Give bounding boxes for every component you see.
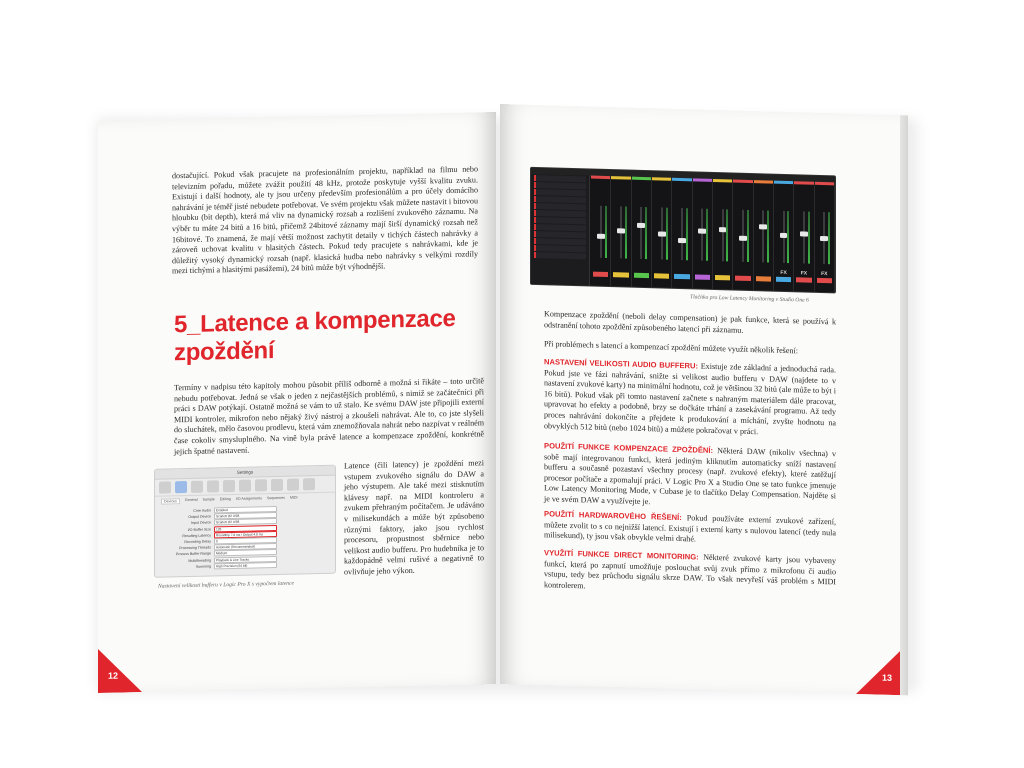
mixer-track-list: [531, 174, 590, 286]
automation-icon: [271, 479, 283, 491]
left-page: [98, 112, 496, 693]
settings-row-value: Playback & Live Tracks: [214, 556, 277, 563]
settings-tab: MIDI: [289, 495, 298, 500]
solution-heading: POUŽITÍ FUNKCE KOMPENZACE ZPOŽDĚNÍ:: [544, 441, 714, 455]
channel-fader: [722, 209, 724, 261]
channel-strip: [794, 181, 814, 292]
channel-label: [593, 272, 608, 277]
settings-rows: [155, 503, 335, 573]
page-corner-right: [856, 650, 900, 695]
fader-knob: [759, 224, 767, 229]
movie-icon: [255, 479, 267, 491]
fader-knob: [780, 233, 788, 238]
settings-tab: General: [184, 497, 198, 503]
right-page: [500, 104, 908, 695]
settings-row-label: Summing: [195, 564, 211, 569]
settings-row-label: Multithreading: [188, 558, 211, 563]
level-meter: [625, 206, 627, 258]
level-meter: [747, 210, 749, 262]
settings-window-title: Settings: [155, 466, 335, 480]
channel-strip: [754, 180, 774, 291]
resulting-latency-value: Roundtrip 7.8 ms / Output 4.8 ms: [214, 531, 277, 538]
channel-strip: [591, 176, 611, 287]
fader-knob: [597, 234, 605, 239]
level-meter: [666, 208, 668, 260]
channel-strip: [652, 177, 672, 288]
channel-color-cap: [591, 176, 610, 180]
settings-tab: I/O Assignments: [235, 496, 262, 501]
channel-label: [613, 272, 628, 277]
channel-strip: [733, 180, 753, 291]
chapter-title: 5_Latence a kompenzace zpoždění: [174, 304, 456, 367]
channel-strip: [693, 178, 713, 289]
fx-label: FX: [821, 270, 828, 278]
level-meter: [808, 212, 810, 264]
fader-knob: [800, 231, 808, 236]
settings-row-value: Automatic (Recommended): [214, 543, 277, 550]
channel-color-cap: [794, 181, 813, 185]
fader-knob: [617, 228, 625, 233]
score-icon: [239, 480, 251, 492]
channel-strip: [611, 176, 631, 287]
fader-knob: [678, 238, 686, 243]
display-icon: [223, 480, 235, 492]
channel-color-cap: [713, 179, 732, 183]
midi-icon: [207, 480, 219, 492]
solutions-intro-paragraph: Při problémech s latencí a kompenzací zpoždění můžete využít několik řešení:: [544, 339, 798, 356]
channel-label: [654, 273, 669, 278]
channel-strip: [672, 178, 692, 289]
channel-color-cap: [733, 180, 752, 184]
fader-knob: [719, 227, 727, 232]
settings-row-label: Input Device: [191, 520, 211, 526]
solution-text: Některá DAW (nikoliv všechna) v sobě mají integrovanou funkci, která jediným kliknutím automaticky sníží nastavení bufferu a současně pozastaví všechny procesy (např. zvukové efekty), které zatěžují procesor počítače a zpomalují práci. V Logic Pro X a Studio One se tato funkce jmenuje Low Latency Monitoring Mode, v Cubase je to tlačítko Delay Compensation. Najděte si je ve svém DAW a využívejte je.: [544, 446, 836, 507]
channel-fader: [640, 207, 642, 259]
channel-label: [674, 274, 689, 279]
fader-knob: [820, 236, 828, 241]
channel-color-cap: [774, 181, 793, 185]
level-meter: [828, 212, 830, 264]
channel-fader: [803, 211, 805, 263]
channel-label: [817, 278, 832, 283]
settings-row-label: Output Device: [188, 514, 211, 520]
channel-fader: [762, 210, 764, 262]
settings-tab: Sequences: [266, 495, 285, 501]
advanced-icon: [303, 478, 315, 490]
settings-row-value: 0: [214, 537, 277, 544]
delay-compensation-paragraph: Kompenzace zpoždění (neboli delay compensation) je pak funkce, která se používá k odstranění tohoto zpoždění způsobeného latencí při záznamu.: [544, 309, 836, 335]
control-surfaces-icon: [287, 478, 299, 490]
channel-color-cap: [632, 177, 651, 181]
page-number-right: 13: [881, 672, 892, 683]
level-meter: [605, 206, 607, 258]
general-icon: [159, 481, 171, 493]
settings-row-value: Medium: [214, 549, 277, 556]
settings-row-label: Processing Threads: [179, 545, 211, 551]
channel-strip: [774, 181, 794, 292]
fx-label: FX: [780, 269, 787, 277]
solution-delay-compensation: [544, 441, 836, 513]
level-meter: [706, 209, 708, 261]
solution-direct-monitoring: [544, 548, 836, 599]
settings-row-value: Scarlett 2i2 USB: [214, 518, 277, 525]
level-meter: [767, 210, 769, 262]
channel-strip: [815, 182, 835, 293]
channel-strip: [632, 177, 652, 288]
settings-tab: Editing: [219, 497, 231, 502]
settings-tab: Devices: [161, 498, 180, 504]
settings-row-label: Process Buffer Range: [175, 551, 211, 557]
solution-heading: NASTAVENÍ VELIKOSTI AUDIO BUFFERU:: [544, 357, 699, 371]
mixer-caption: Tlačítko pro Low Latency Monitoring v Studio One 6: [690, 294, 809, 304]
channel-color-cap: [611, 176, 630, 180]
intro-paragraph: dostačující. Pokud však pracujete na profesionálním projektu, například na filmu nebo televizním pořadu, můžete zvážit použití 48 kHz, protože poskytuje vyšší kvalitu zvuku. Existují i další hodnoty, ale ty jsou určeny především profesionálům a pro účely domácího nahrávání je téměř jisté nebudete potřebovat. Ve svém projektu však můžete nastavit i bitovou hloubku (bit depth), která má vliv na dynamický rozsah a rozlišení zvukového záznamu. Na výběr tu máte 24 bitů a 16 bitů, přičemž 24bitové záznamy mají širší dynamický rozsah než 16bitové. To znamená, že mají větší možnost zachytit detaily v tichých částech nahrávky a zároveň uchovat kvalitu v hlasitých částech. Pokud tedy pracujete s nahrávkami, kde je důležitý vysoký dynamický rozsah (např. klasická hudba nebo nahrávky s velkými rozdíly mezi tichými a hlasitými pasážemi), 24 bitů může být výhodnější.: [172, 164, 478, 276]
settings-row-label: Resulting Latency: [182, 533, 211, 538]
level-meter: [726, 209, 728, 261]
mixer-track-item: [534, 252, 586, 259]
channel-label: [776, 277, 791, 282]
mixer-channel-strips: [591, 176, 835, 293]
settings-row-value: High Precision (64 bit): [214, 562, 277, 569]
solution-heading: VYUŽITÍ FUNKCE DIRECT MONITORING:: [544, 548, 699, 562]
channel-fader: [701, 209, 703, 261]
fader-knob: [637, 223, 645, 228]
settings-caption: Nastavení velikosti bufferu v Logic Pro X s vypočtem latence: [158, 580, 295, 590]
settings-tab: Sample: [202, 497, 215, 502]
recording-icon: [191, 481, 203, 493]
fader-knob: [698, 229, 706, 234]
level-meter: [787, 211, 789, 263]
channel-color-cap: [652, 177, 671, 181]
settings-row-value: Enabled: [214, 506, 277, 513]
solution-text: Některé zvukové karty jsou vybaveny funkcí, která po zapnutí umožňuje poslouchat svůj zvuk přímo z mikrofonu či audio vstupu, tedy bez průchodu signálu skrze DAW. To však nevyřeší váš problém s MIDI kontrolerem.: [544, 552, 836, 591]
channel-label: [715, 275, 730, 280]
settings-row-label: Recording Delay: [184, 539, 211, 545]
channel-label: [735, 276, 750, 281]
fader-knob: [739, 236, 747, 241]
channel-label: [695, 274, 710, 279]
chapter-intro-paragraph: Termíny v nadpisu této kapitoly mohou působit příliš odborně a možná si řikáte – toto určitě nebudu potřebovat. Jedná se však o jeden z nejčastějších problémů, s nimiž se začátečníci při práci s DAW potýkají. Ostatně možná se vám to už stalo. Ke svému DAW jste připojili externí MIDI kontroler, mikrofon nebo nějaký živý nástroj a zkoušeli nahrávat. Ale to, co jste slyšeli do sluchátek, mělo časovou prodlevu, která vám znemožňovala nahrát nebo nazpívat v reálném čase cokoliv smysluplného. Na vině byla právě latence a kompenzace zpoždění, konkrétně jejich špatné nastavení.: [174, 376, 484, 456]
fx-label: FX: [800, 270, 808, 277]
channel-label: [634, 273, 649, 278]
settings-row-label: Core Audio: [193, 508, 211, 513]
settings-row-value: Scarlett 2i2 USB: [214, 512, 277, 519]
mixer-screenshot: [530, 167, 836, 294]
settings-screenshot: [154, 465, 336, 578]
solution-text: Pokud používáte externí zvukové zařízení, můžete zvolit to s co nejnižší latencí. Existují i externí karty s nulovou latencí (tedy nula milisekund), ty jsou však obvykle velmi drahé.: [544, 513, 836, 544]
audio-icon: [175, 481, 187, 493]
buffer-size-value: 128: [214, 525, 277, 532]
solution-buffer-size: [544, 357, 836, 439]
solution-heading: POUŽITÍ HARDWAROVÉHO ŘEŠENÍ:: [544, 509, 682, 523]
channel-color-cap: [693, 178, 712, 182]
channel-color-cap: [754, 180, 773, 184]
solution-hardware: [544, 509, 836, 549]
channel-label: [756, 276, 771, 281]
channel-fader: [681, 208, 683, 260]
level-meter: [686, 208, 688, 260]
channel-strip: [713, 179, 733, 290]
channel-fader: [600, 206, 602, 258]
solution-text: Existuje zde základní a jednoduchá rada. Pokud jste ve fázi nahrávání, snižte si velikost audio bufferu v DAW (najdete to v nastavení zvukové karty) na minimální hodnotu, což je většinou 32 bitů (ale může to být i 16 bitů). Pokud však při tomto nastavení začnete s nahraným materiálem dále pracovat, upravovat ho efekty a podobně, brzy se dočkáte trhání a zasekávání programu. Až tedy proces nahrávání dokončíte a přejdete k produkování a míchání, zvyšte hodnotu na obvyklých 512 bitů (nebo 1024 bitů) a můžete pokračovat v práci.: [544, 361, 836, 436]
level-meter: [645, 207, 647, 259]
channel-color-cap: [672, 178, 691, 182]
fader-knob: [658, 231, 666, 236]
page-corner-left: [98, 648, 142, 693]
channel-label: [796, 277, 811, 282]
page-number-left: 12: [108, 670, 119, 681]
settings-row-label: I/O Buffer Size: [187, 527, 211, 532]
channel-color-cap: [815, 182, 834, 186]
latency-definition-paragraph: Latence (čili latency) je zpoždění mezi vstupem zvukového signálu do DAW a jeho výstupem. Ale také mezi stisknutím klávesy např. na MIDI kontroleru a zvukem přehraným počítačem. Je udáváno v milisekundách a může být způsobeno různými faktory, jako jsou rychlost procesoru, propustnost sběrnice nebo velikost audio bufferu. Pro hudebníka je to každopádně velmi rušivé a negativně to ovlivňuje jeho výkon.: [344, 458, 484, 577]
